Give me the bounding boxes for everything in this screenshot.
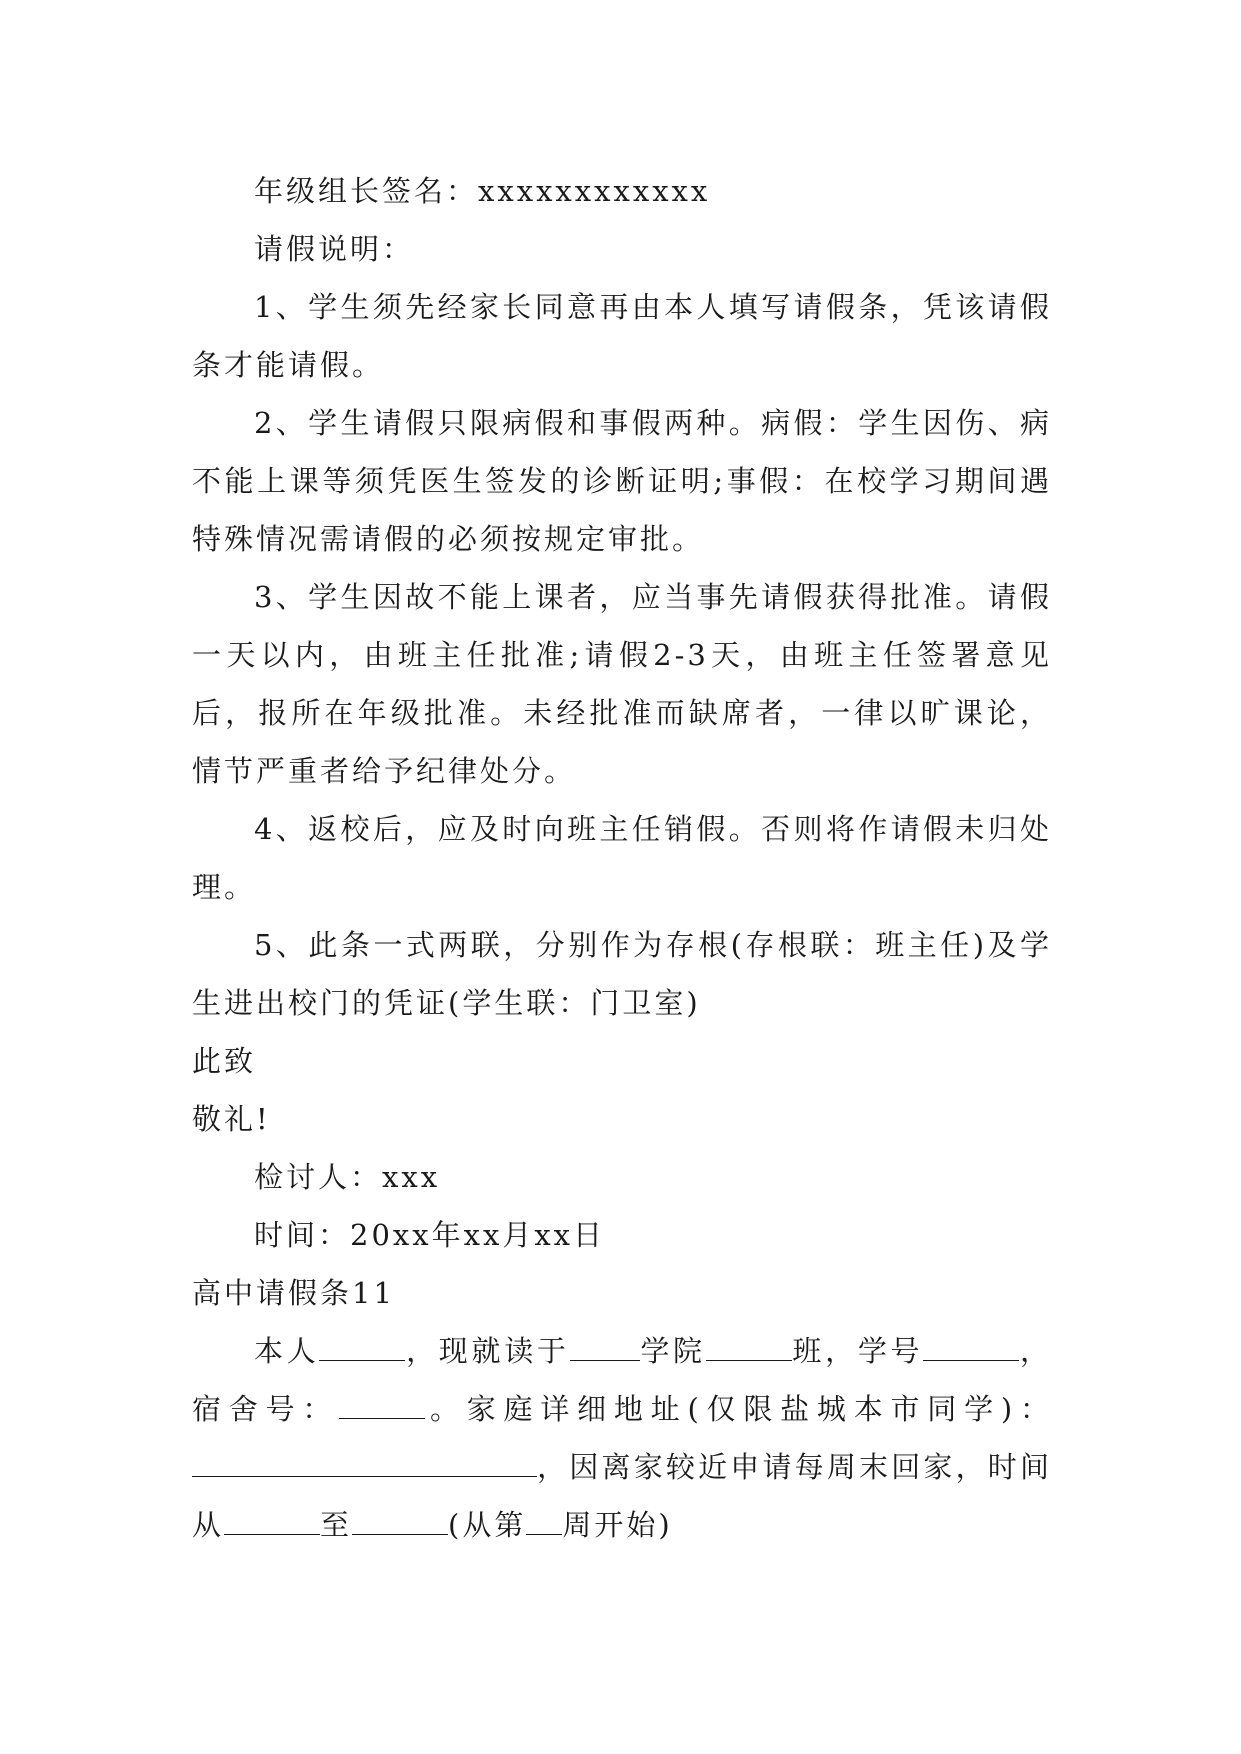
rule-1: 1、学生须先经家长同意再由本人填写请假条，凭该请假条才能请假。 [192, 290, 1052, 382]
form-text-6: 。家庭详细地址(仅限盐城本市同学)： [425, 1392, 1052, 1426]
rule-3: 3、学生因故不能上课者，应当事先请假获得批准。请假一天以内，由班主任批准;请假2-3天，由班主任签署意见后，报所在年级批准。未经批准而缺席者，一律以旷课论，情节严重者给予纪律处分。 [192, 580, 1052, 788]
closing-line-2: 敬礼! [192, 1102, 271, 1136]
start-time-blank[interactable] [224, 1510, 320, 1535]
end-time-blank[interactable] [352, 1510, 448, 1535]
rule-2: 2、学生请假只限病假和事假两种。病假：学生因伤、病不能上课等须凭医生签发的诊断证明;事假：在校学习期间遇特殊情况需请假的必须按规定审批。 [192, 406, 1052, 556]
college-blank[interactable] [570, 1336, 640, 1361]
week-number-blank[interactable] [526, 1510, 562, 1535]
form-text-4: 班，学号 [791, 1334, 924, 1368]
dorm-number-blank[interactable] [339, 1394, 425, 1419]
form-text-2: ，现就读于 [405, 1334, 570, 1368]
grade-leader-signature: 年级组长签名：xxxxxxxxxxxx [254, 174, 711, 208]
form-text-1: 本人 [254, 1334, 320, 1368]
rule-5: 5、此条一式两联，分别作为存根(存根联：班主任)及学生进出校门的凭证(学生联：门卫室) [192, 928, 1052, 1020]
leave-form-paragraph [192, 1322, 1052, 1554]
form-text-8: 至 [320, 1508, 353, 1542]
section-title: 高中请假条11 [192, 1276, 395, 1310]
home-address-blank[interactable] [192, 1452, 537, 1477]
rule-4: 4、返校后，应及时向班主任销假。否则将作请假未归处理。 [192, 812, 1052, 904]
reviewer-line: 检讨人：xxx [254, 1160, 441, 1194]
form-text-10: 周开始) [562, 1508, 673, 1542]
leave-notes-title: 请假说明： [254, 232, 415, 266]
form-text-3: 学院 [639, 1334, 706, 1368]
student-id-blank[interactable] [923, 1336, 1019, 1361]
name-blank[interactable] [319, 1336, 405, 1361]
form-text-5: ，宿舍号： [192, 1334, 1052, 1426]
class-blank[interactable] [706, 1336, 792, 1361]
form-text-9: (从第 [448, 1508, 527, 1542]
document-body [192, 162, 1052, 1554]
closing-line-1: 此致 [192, 1044, 257, 1078]
form-text-7: ，因离家较近申请每周末回家，时间从 [192, 1450, 1052, 1542]
date-line: 时间：20xx年xx月xx日 [254, 1218, 606, 1252]
